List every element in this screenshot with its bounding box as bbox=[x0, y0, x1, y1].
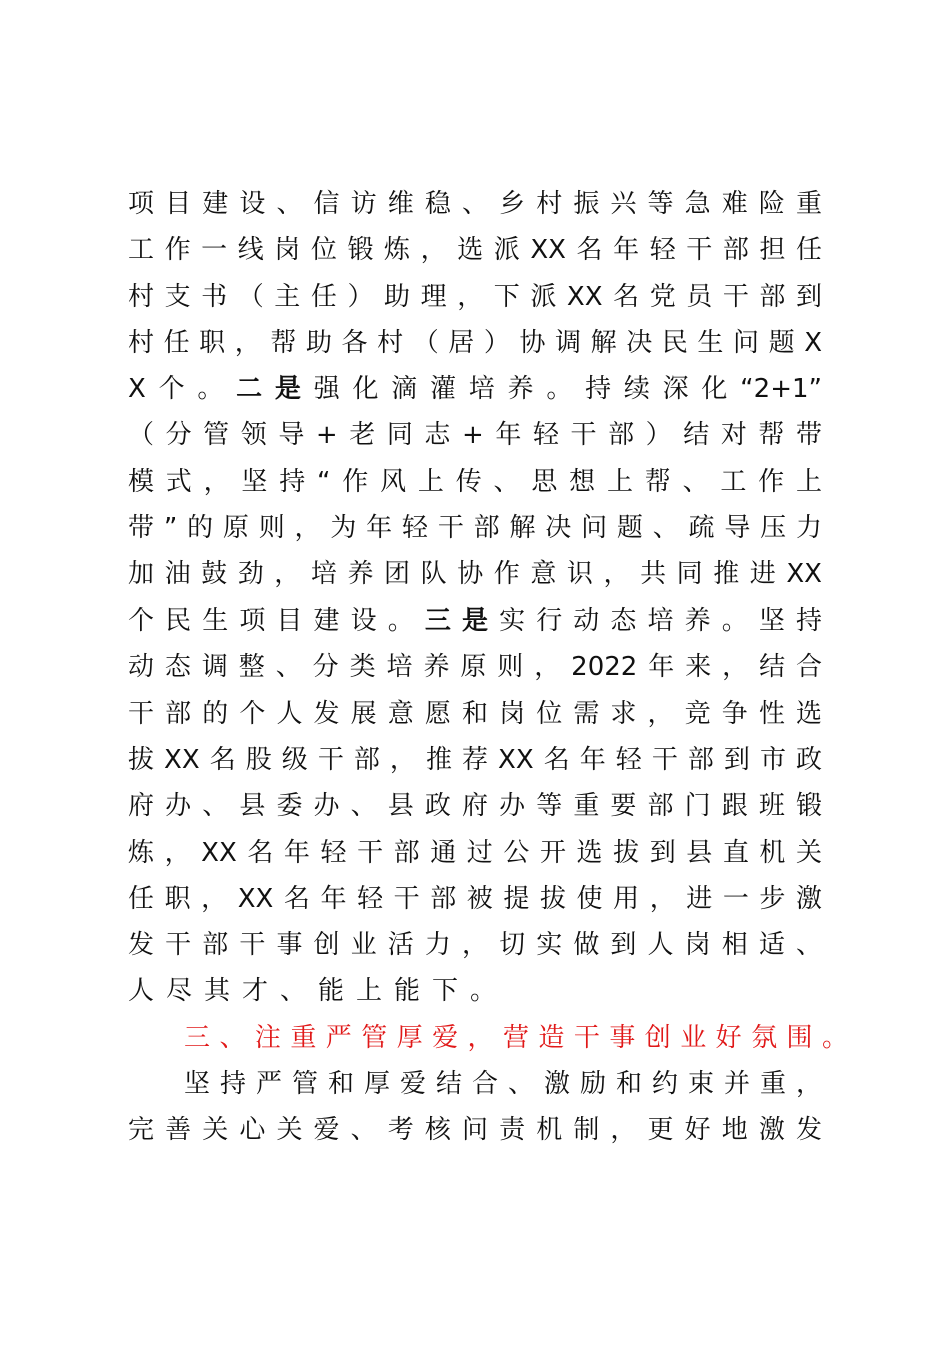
text-line-10-post: 实行动态培养。坚持 bbox=[499, 606, 822, 636]
bold-marker-two: 二是 bbox=[236, 374, 314, 404]
text-line-10-pre: 个民生项目建设。 bbox=[128, 606, 425, 636]
text-line-15: 炼，XX名年轻干部通过公开选拔到县直机关 bbox=[128, 838, 822, 868]
text-line-11: 动态调整、分类培养原则，2022年来，结合 bbox=[128, 652, 822, 682]
text-line-16: 任职，XX名年轻干部被提拔使用，进一步激 bbox=[128, 884, 822, 914]
text-line-3: 村支书（主任）助理，下派XX名党员干部到 bbox=[128, 282, 822, 312]
text-line-10 bbox=[128, 601, 822, 641]
text-line-7: 模式，坚持“作风上传、思想上帮、工作上 bbox=[128, 467, 822, 497]
text-line-8: 带”的原则，为年轻干部解决问题、疏导压力 bbox=[128, 513, 822, 543]
text-line-5 bbox=[128, 369, 822, 409]
text-line-4: 村任职，帮助各村（居）协调解决民生问题X bbox=[128, 328, 822, 358]
text-line-18: 人尽其才、能上能下。 bbox=[128, 976, 509, 1006]
text-line-6: （分管领导+老同志+年轻干部）结对帮带 bbox=[128, 420, 822, 450]
text-line-5-pre: X个。 bbox=[128, 374, 237, 404]
text-line-2: 工作一线岗位锻炼，选派XX名年轻干部担任 bbox=[128, 235, 822, 265]
text-line-14: 府办、县委办、县政府办等重要部门跟班锻 bbox=[128, 791, 822, 821]
text-line-5-post: 强化滴灌培养。持续深化“2+1” bbox=[313, 374, 822, 404]
text-line-17: 发干部干事创业活力，切实做到人岗相适、 bbox=[128, 930, 822, 960]
paragraph-line-1: 坚持严管和厚爱结合、激励和约束并重， bbox=[184, 1069, 822, 1099]
text-line-9: 加油鼓劲，培养团队协作意识，共同推进XX bbox=[128, 559, 822, 589]
text-line-1: 项目建设、信访维稳、乡村振兴等急难险重 bbox=[128, 189, 822, 219]
bold-marker-three: 三是 bbox=[424, 606, 500, 636]
text-line-12: 干部的个人发展意愿和岗位需求，竞争性选 bbox=[128, 699, 822, 729]
paragraph-line-2: 完善关心关爱、考核问责机制，更好地激发 bbox=[128, 1115, 822, 1145]
section-heading: 三、注重严管厚爱，营造干事创业好氛围。 bbox=[184, 1023, 848, 1053]
text-line-13: 拔XX名股级干部，推荐XX名年轻干部到市政 bbox=[128, 745, 822, 775]
